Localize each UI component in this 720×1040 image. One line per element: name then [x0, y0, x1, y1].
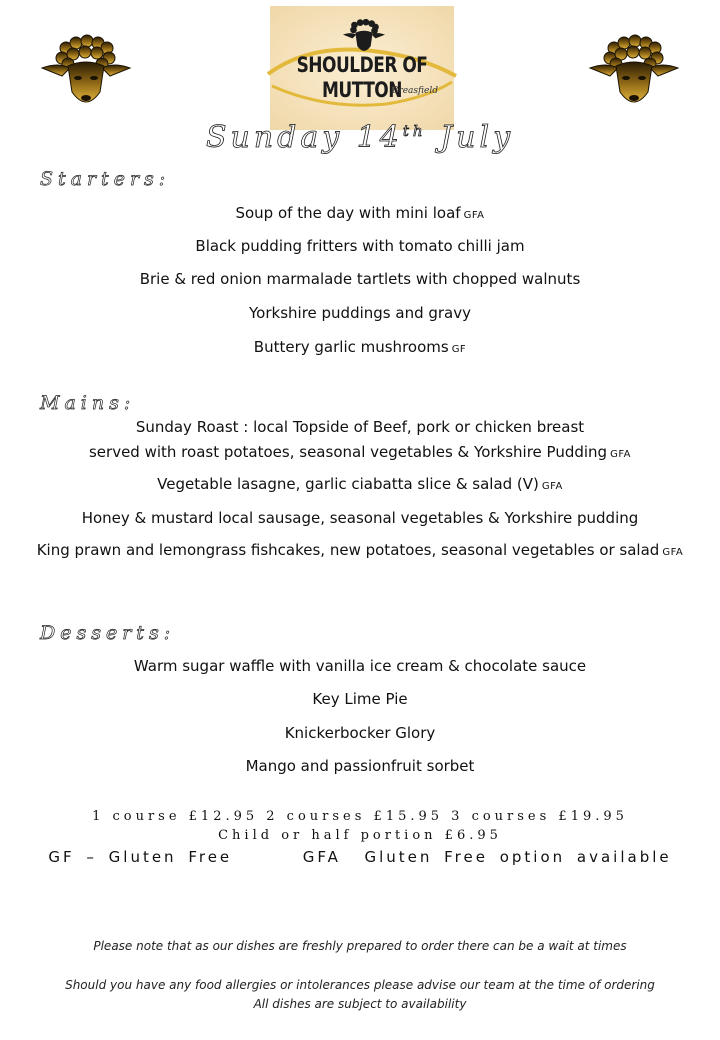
- list-item: Soup of the day with mini loaf GFA: [235, 204, 485, 222]
- sheep-head-icon-left: [40, 34, 132, 112]
- list-item: Mango and passionfruit sorbet: [245, 757, 475, 775]
- list-item: Knickerbocker Glory: [284, 724, 436, 742]
- list-item: Vegetable lasagne, garlic ciabatta slice & salad (V) GFA: [157, 475, 563, 493]
- list-item: served with roast potatoes, seasonal vegetables & Yorkshire Pudding GFA: [88, 443, 632, 461]
- list-item: Warm sugar waffle with vanilla ice cream & chocolate sauce: [133, 657, 587, 675]
- date-day: Sunday 14: [205, 120, 403, 155]
- list-item: Key Lime Pie: [312, 690, 408, 708]
- sheep-head-icon-right: [588, 34, 680, 112]
- logo-subtitle: Breasfield: [391, 86, 438, 96]
- course-prices: 1 course £12.95 2 courses £15.95 3 courses £19.95: [92, 809, 628, 824]
- list-item: King prawn and lemongrass fishcakes, new potatoes, seasonal vegetables or salad GFA: [36, 541, 684, 559]
- date-suffix: th: [402, 122, 427, 140]
- list-item: Brie & red onion marmalade tartlets with chopped walnuts: [139, 270, 581, 288]
- list-item: Buttery garlic mushrooms GF: [253, 338, 467, 356]
- gluten-legend: GF – Gluten Free GFA Gluten Free option available: [48, 848, 672, 866]
- mains-heading: Mains:: [40, 392, 136, 414]
- list-item: Sunday Roast : local Topside of Beef, pork or chicken breast: [135, 418, 585, 436]
- child-price: Child or half portion £6.95: [218, 828, 502, 843]
- wait-note: Please note that as our dishes are freshly prepared to order there can be a wait at times: [93, 939, 627, 953]
- allergy-note: Should you have any food allergies or intolerances please advise our team at the time of ordering: [65, 978, 655, 992]
- menu-date: [0, 120, 720, 155]
- date-month: July: [440, 120, 515, 155]
- logo-title: SHOULDER OF MUTTON: [296, 53, 428, 103]
- desserts-heading: Desserts:: [40, 622, 176, 644]
- list-item: Honey & mustard local sausage, seasonal vegetables & Yorkshire pudding: [81, 509, 639, 527]
- sheep-head-icon: [342, 18, 386, 56]
- restaurant-logo: [270, 6, 454, 130]
- availability-note: All dishes are subject to availability: [253, 997, 467, 1011]
- starters-heading: Starters:: [40, 168, 171, 190]
- list-item: Yorkshire puddings and gravy: [249, 304, 471, 322]
- list-item: Black pudding fritters with tomato chilli jam: [195, 237, 525, 255]
